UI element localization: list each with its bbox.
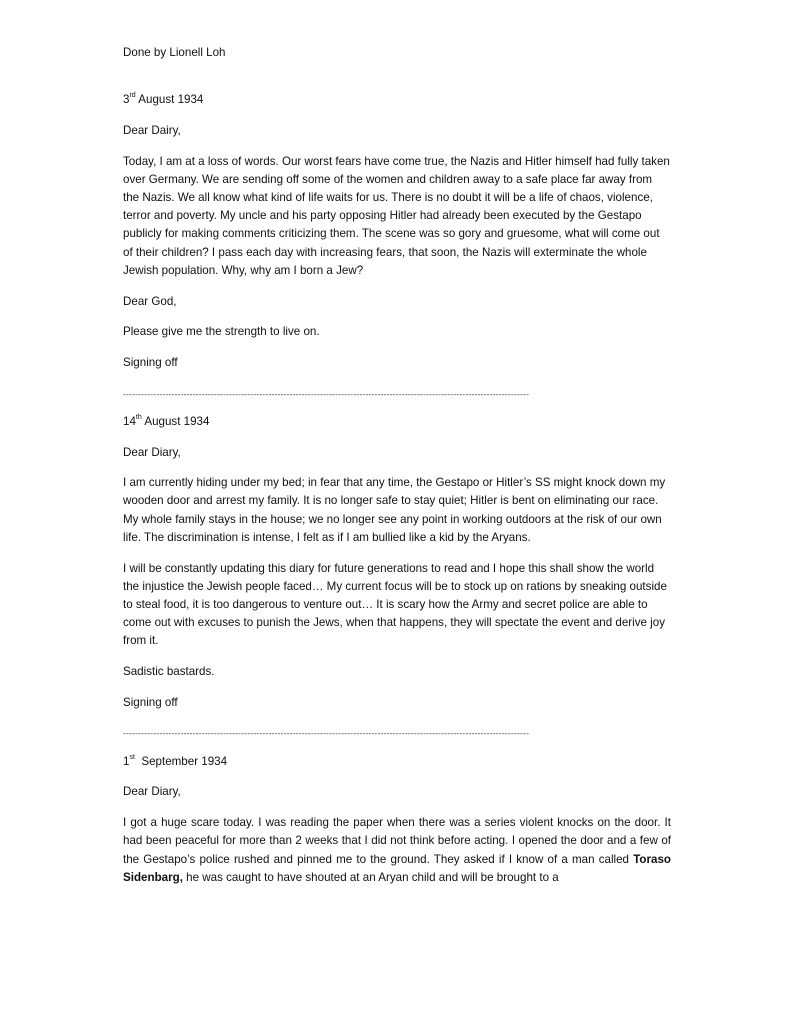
date-suffix: th xyxy=(135,413,142,421)
entry-date xyxy=(123,91,671,109)
date-day: 3 xyxy=(123,93,130,107)
entry-date xyxy=(123,753,671,771)
date-day: 1 xyxy=(123,754,130,768)
date-day: 14 xyxy=(123,414,136,428)
body-paragraph: Sadistic bastards. xyxy=(123,665,215,679)
divider: -------------------------------------------------------------------------------------------------------------------------------------- xyxy=(123,388,530,399)
body-paragraph: Today, I am at a loss of words. Our worst fears have come true, the Nazis and Hitler himself had fully taken over Germany. We are sending off some of the women and children away to a safe place far away from the Nazis. We all know what kind of life waits for us. There is no doubt it will be a life of chaos, violence, terror and poverty. My uncle and his party opposing Hitler had already been executed by the Gestapo publicly for making comments criticizing them. The scene was so gory and gruesome, what will come out of their children? I pass each day with increasing fears, that soon, the Nazis will exterminate the whole Jewish population. Why, why am I born a Jew? xyxy=(123,154,670,277)
date-rest: August 1934 xyxy=(135,93,204,107)
signoff: Signing off xyxy=(123,355,178,369)
date-rest: September 1934 xyxy=(134,754,228,768)
entry-date xyxy=(123,413,671,431)
paragraph-text: he was caught to have shouted at an Aryan child and will be brought to a xyxy=(182,870,559,884)
body-paragraph: I am currently hiding under my bed; in fear that any time, the Gestapo or Hitler’s SS might knock down my wooden door and arrest my family. It is no longer safe to stay quiet; Hitler is bent on eliminating our race. My whole family stays in the house; we no longer see any point in working outdoors at the risk of our own life. The discrimination is intense, I felt as if I am bullied like a kid by the Aryans. xyxy=(123,476,666,544)
salutation: Dear Dairy, xyxy=(123,123,181,137)
paragraph-text: I got a huge scare today. I was reading the paper when there was a series violent knocks on the door. It had been peaceful for more than 2 weeks that I did not think before acting. I opened the door and a few of the Gestapo’s police rushed and pinned me to the ground. They asked if I know of a man called xyxy=(123,816,671,866)
document-page xyxy=(123,44,671,899)
body-paragraph: I will be constantly updating this diary for future generations to read and I hope this shall show the world the injustice the Jewish people faced… My current focus will be to stock up on rations by sneaking outside to steal food, it is too dangerous to venture out… It is scary how the Army and secret police are able to come out with excuses to punish the Jews, when that happens, they will spectate the event and derive joy from it. xyxy=(123,561,667,648)
divider: -------------------------------------------------------------------------------------------------------------------------------------- xyxy=(123,728,530,739)
salutation: Dear Diary, xyxy=(123,785,181,799)
salutation: Dear God, xyxy=(123,294,177,308)
bold-name: Toraso Sidenbarg, xyxy=(123,852,671,884)
body-paragraph: Please give me the strength to live on. xyxy=(123,325,320,339)
date-suffix: st xyxy=(129,753,135,761)
salutation: Dear Diary, xyxy=(123,445,181,459)
date-rest: August 1934 xyxy=(141,414,210,428)
author-line: Done by Lionell Loh xyxy=(123,46,226,59)
date-suffix: rd xyxy=(129,92,136,100)
body-paragraph xyxy=(123,814,671,887)
signoff: Signing off xyxy=(123,695,178,709)
